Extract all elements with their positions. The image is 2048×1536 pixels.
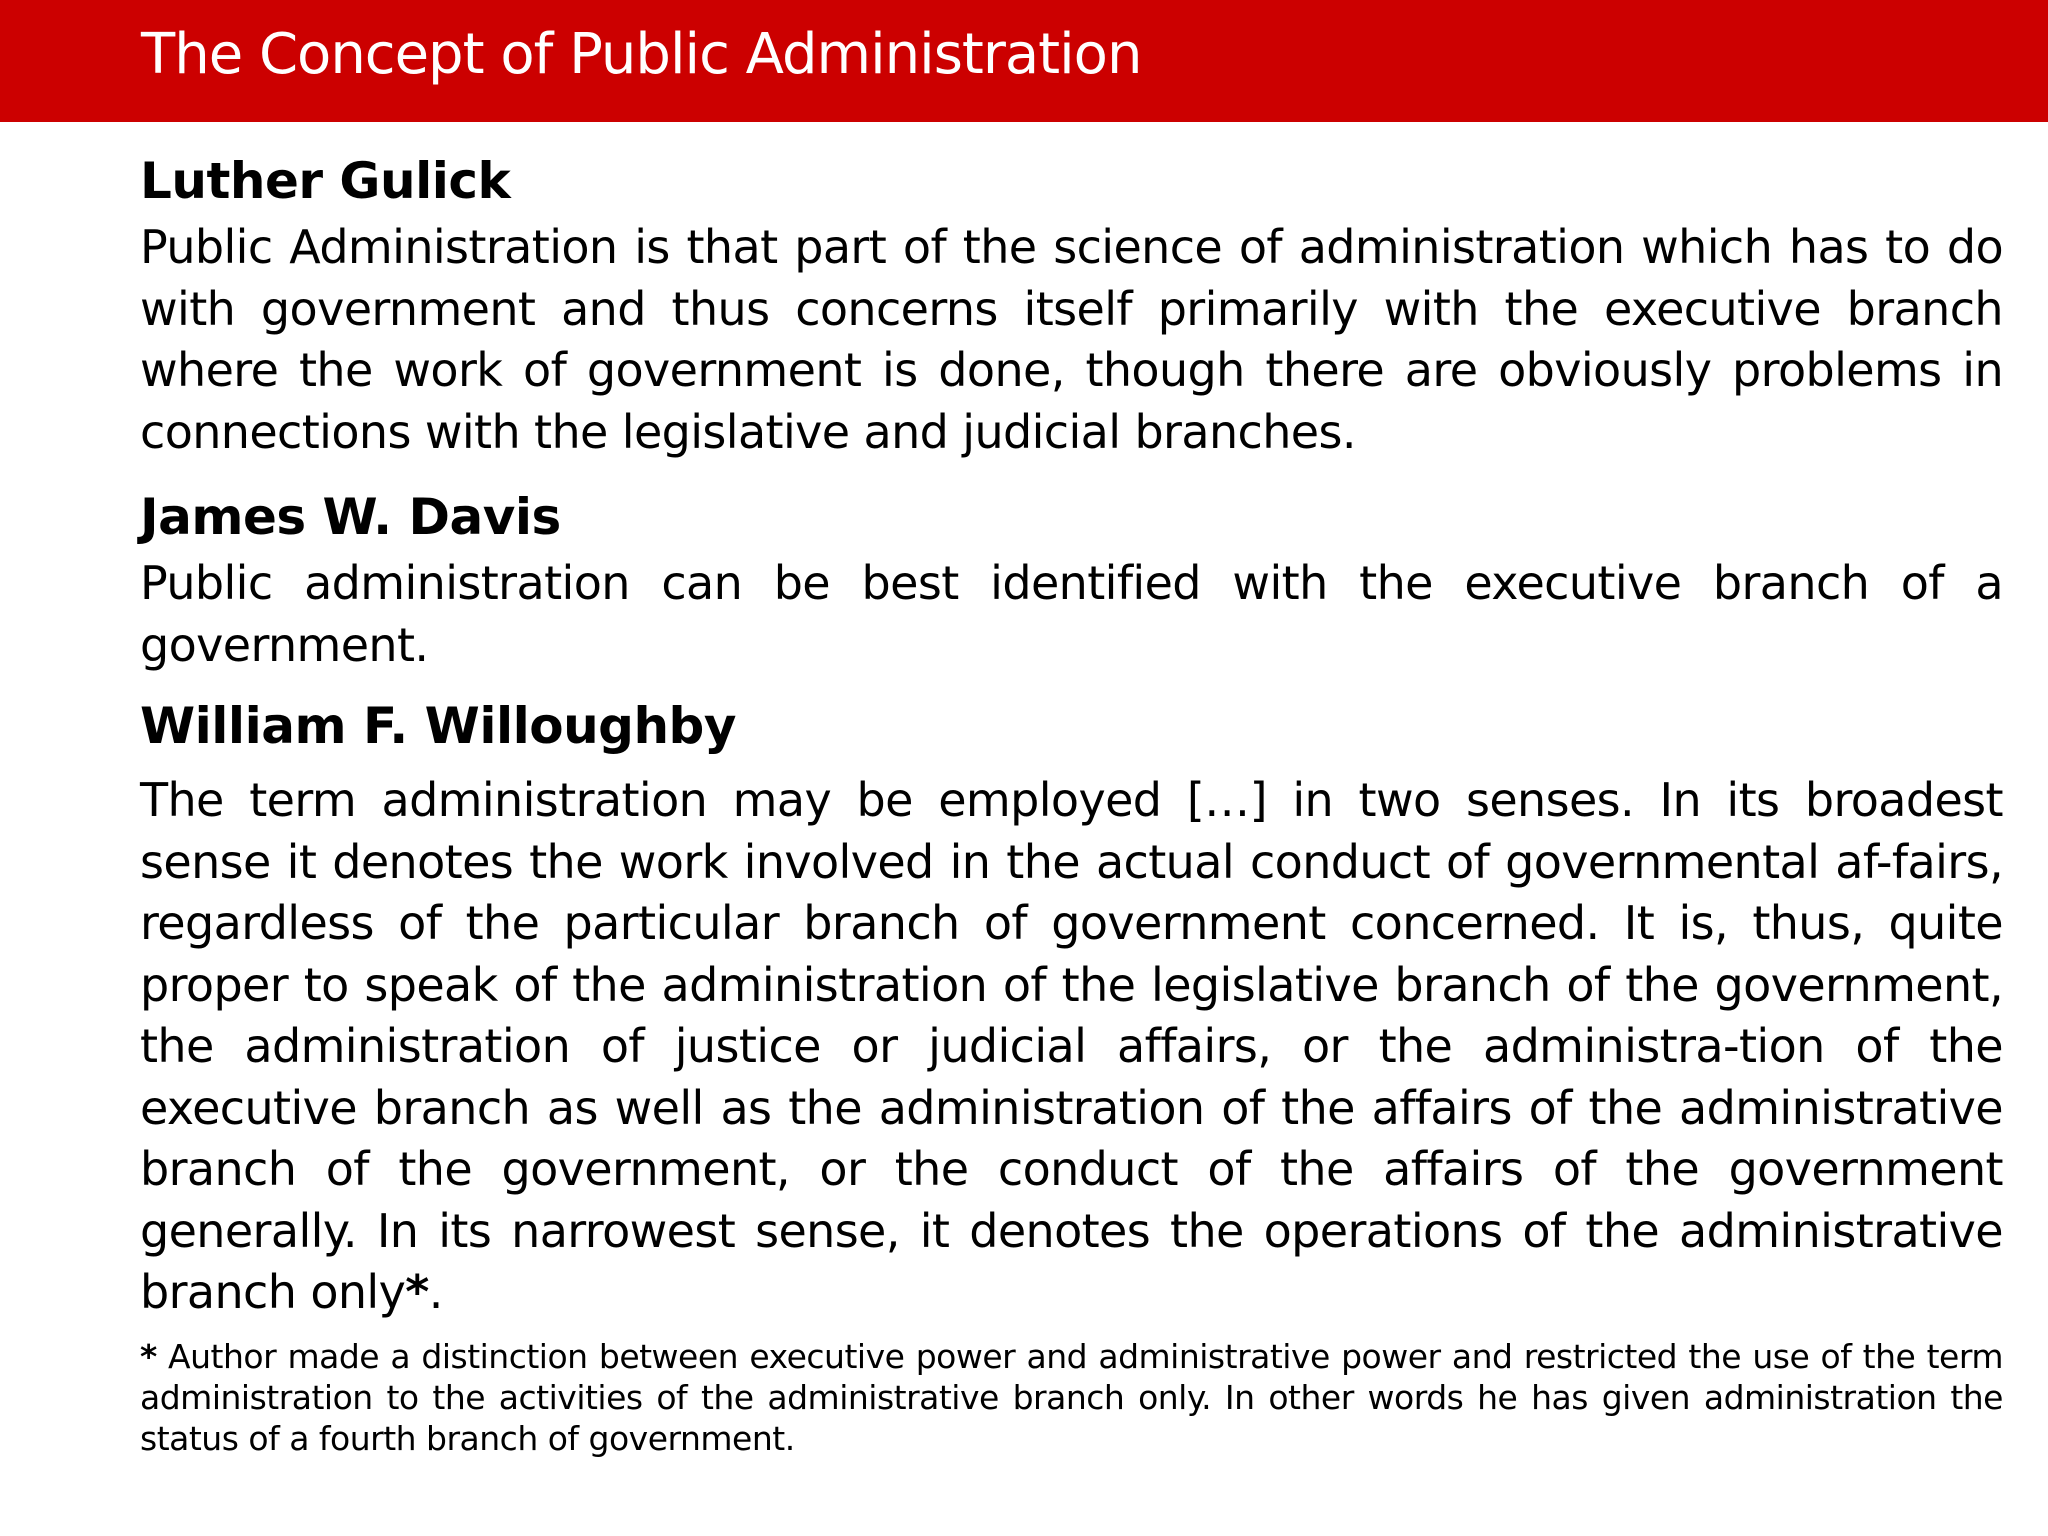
author-heading-davis: James W. Davis [140, 488, 561, 546]
footnote-star: * [140, 1336, 157, 1376]
quote-willoughby-end: . [428, 1265, 443, 1319]
page-title: The Concept of Public Administration [141, 22, 1142, 87]
header-bar [0, 0, 2048, 122]
author-heading-gulick: Luther Gulick [140, 152, 511, 210]
footnote-text: Author made a distinction between executive power and administrative power and restricted the use of the term administration to the activities of the administrative branch only. In other words he has given administration the status of a fourth branch of government. [140, 1336, 2003, 1458]
author-heading-willoughby: William F. Willoughby [140, 697, 736, 755]
quote-willoughby-text: The term administration may be employed […] in two senses. In its broadest sense it denotes the work involved in the actual conduct of governmental af-fairs, regardless of the particular branch of government concerned. It is, thus, quite proper to speak of the administration of the legislative branch of the government, the administration of justice or judicial affairs, or the administra-tion of the executive branch as well as the administration of the affairs of the administrative branch of the government, or the conduct of the affairs of the government generally. In its narrowest sense, it denotes the operations of the administrative branch only [140, 773, 2003, 1319]
quote-willoughby [140, 770, 2003, 1324]
slide-content [140, 145, 2003, 1459]
quote-davis: Public administration can be best identified with the executive branch of a government. [140, 556, 2003, 672]
footnote-marker: * [405, 1265, 429, 1319]
quote-gulick: Public Administration is that part of the science of administration which has to do with government and thus concerns itself primarily with the executive branch where the work of government is done, though there are obviously problems in connections with the legislative and judicial branches. [140, 220, 2003, 459]
footnote [140, 1336, 2003, 1459]
